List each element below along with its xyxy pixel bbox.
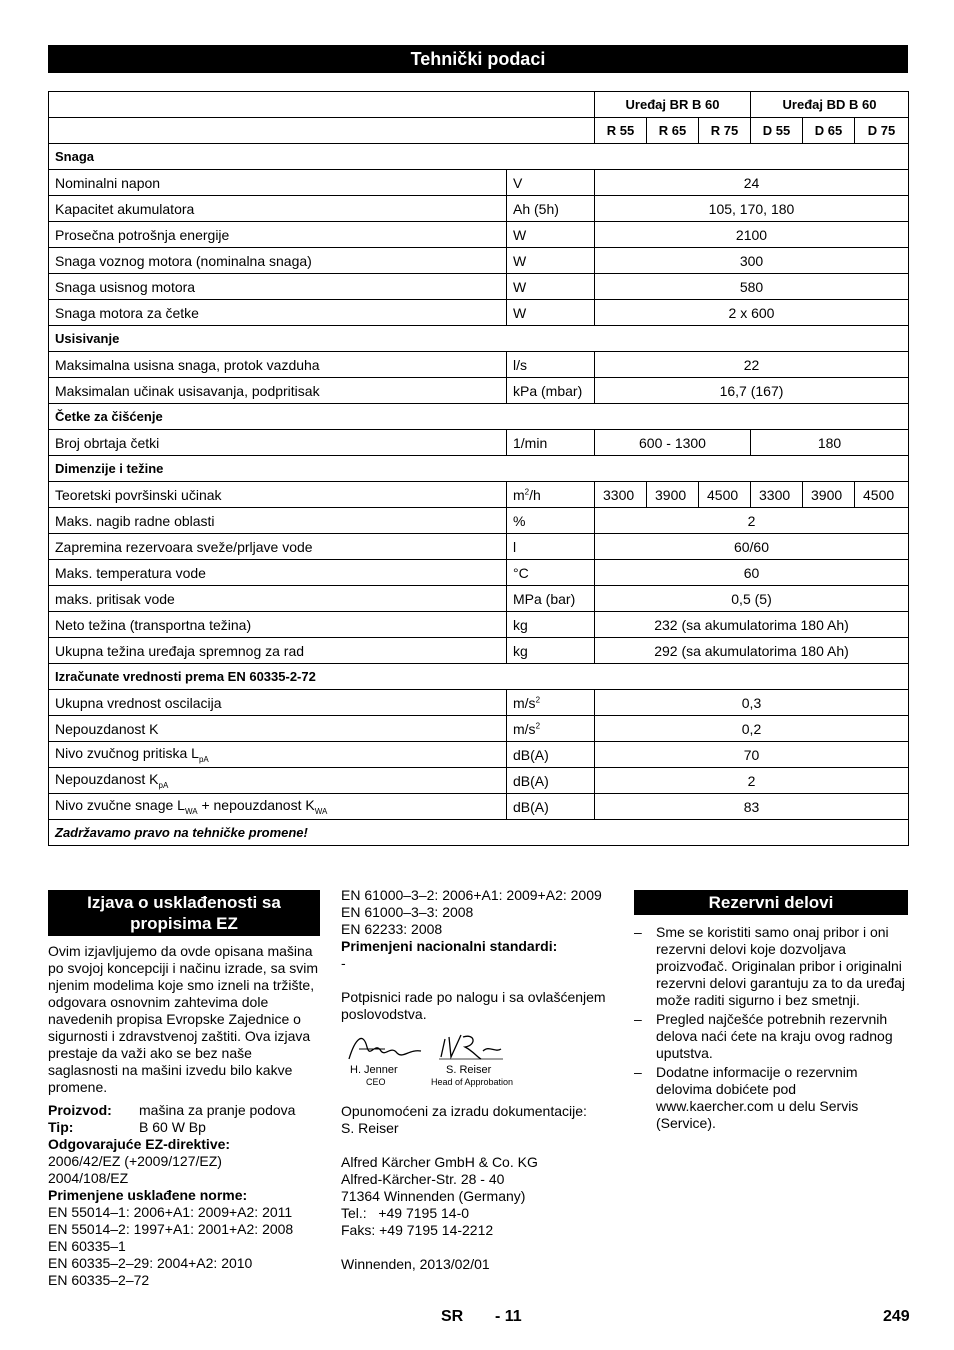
declaration-column-2 bbox=[341, 887, 621, 1273]
row-value: 0,5 (5) bbox=[595, 586, 909, 612]
footer-page-number: 249 bbox=[883, 1308, 910, 1325]
row-unit: dB(A) bbox=[507, 742, 595, 768]
table-row bbox=[49, 300, 909, 326]
list-item-text: Dodatne informacije o rezervnim delovima dobićete pod www.kaercher.com u delu Servis (Service). bbox=[656, 1064, 859, 1131]
footer-language: SR bbox=[441, 1308, 464, 1325]
row-value: 2100 bbox=[595, 222, 909, 248]
row-label bbox=[49, 768, 507, 794]
row-unit: °C bbox=[507, 560, 595, 586]
type-value: B 60 W Bp bbox=[139, 1119, 206, 1135]
row-value: 232 (sa akumulatorima 180 Ah) bbox=[595, 612, 909, 638]
table-note: Zadržavamo pravo na tehničke promene! bbox=[49, 820, 909, 846]
label-sub: pA bbox=[198, 754, 209, 764]
table-row bbox=[49, 560, 909, 586]
row-value: 3900 bbox=[647, 482, 699, 508]
row-label: Maksimalan učinak usisavanja, podpritisak bbox=[49, 378, 507, 404]
label-sub: pA bbox=[158, 780, 169, 790]
row-label: Kapacitet akumulatora bbox=[49, 196, 507, 222]
table-row bbox=[49, 248, 909, 274]
row-value: 580 bbox=[595, 274, 909, 300]
section-heading: Dimenzije i težine bbox=[49, 456, 909, 482]
place-date: Winnenden, 2013/02/01 bbox=[341, 1256, 490, 1272]
section-heading: Usisivanje bbox=[49, 326, 909, 352]
row-value: 2 bbox=[595, 768, 909, 794]
row-label: Maksimalna usisna snaga, protok vazduha bbox=[49, 352, 507, 378]
section-heading: Izračunate vrednosti prema EN 60335-2-72 bbox=[49, 664, 909, 690]
row-value: 60/60 bbox=[595, 534, 909, 560]
norm-item: EN 61000–3–2: 2006+A1: 2009+A2: 2009 bbox=[341, 887, 602, 903]
row-label: Prosečna potrošnja energije bbox=[49, 222, 507, 248]
table-row bbox=[49, 612, 909, 638]
norm-item: EN 61000–3–3: 2008 bbox=[341, 904, 474, 920]
model-header: D 55 bbox=[751, 118, 803, 144]
table-row bbox=[49, 534, 909, 560]
spare-parts-list bbox=[634, 924, 908, 1132]
signature-block-jenner bbox=[350, 1064, 398, 1088]
norm-item: EN 60335–2–72 bbox=[48, 1272, 150, 1288]
row-value: 4500 bbox=[855, 482, 909, 508]
footer-local-page: - 11 bbox=[495, 1308, 522, 1325]
declaration-title: Izjava o usklađenosti sa propisima EZ bbox=[48, 890, 320, 936]
row-label: Snaga voznog motora (nominalna snaga) bbox=[49, 248, 507, 274]
row-label: Ukupna vrednost oscilacija bbox=[49, 690, 507, 716]
list-item bbox=[634, 924, 908, 1009]
row-unit: MPa (bar) bbox=[507, 586, 595, 612]
group-header-br: Uređaj BR B 60 bbox=[595, 92, 751, 118]
row-unit: dB(A) bbox=[507, 768, 595, 794]
row-label: Ukupna težina uređaja spremnog za rad bbox=[49, 638, 507, 664]
table-row bbox=[49, 638, 909, 664]
row-unit: l/s bbox=[507, 352, 595, 378]
table-row bbox=[49, 768, 909, 794]
unit-sup: 2 bbox=[535, 720, 541, 730]
technical-data-table bbox=[48, 91, 909, 846]
row-label: Broj obrtaja četki bbox=[49, 430, 507, 456]
row-label: Snaga usisnog motora bbox=[49, 274, 507, 300]
row-value: 0,2 bbox=[595, 716, 909, 742]
national-standards-label: Primenjeni nacionalni standardi: bbox=[341, 938, 558, 954]
row-label: Neto težina (transportna težina) bbox=[49, 612, 507, 638]
dash-bullet: – bbox=[634, 1064, 642, 1080]
table-row bbox=[49, 586, 909, 612]
authorized-label: Opunomoćeni za izradu dokumentacije: bbox=[341, 1103, 587, 1119]
row-label: Zapremina rezervoara sveže/prljave vode bbox=[49, 534, 507, 560]
row-label: Nepouzdanost K bbox=[49, 716, 507, 742]
signature-block-reiser bbox=[431, 1064, 513, 1088]
signatory-role: Head of Approbation bbox=[431, 1077, 514, 1087]
dash-bullet: – bbox=[634, 1011, 642, 1027]
model-header: R 75 bbox=[699, 118, 751, 144]
table-row bbox=[49, 170, 909, 196]
table-row bbox=[49, 222, 909, 248]
declaration-intro: Ovim izjavljujemo da ovde opisana mašina po svojoj koncepciji i načinu izrade, sa svim njenim modelima koje smo izneli na tržište, odgovara osnovnim zahtevima dole navedenih propisa Evropske Zajednice o sigurnosti i zdravstvenoj zaštiti. Ova izjava prestaje da važi ako se bez naše saglasnosti na mašini izvedu bilo kakve promene. bbox=[48, 943, 319, 1095]
table-row bbox=[49, 482, 909, 508]
label-base: Nivo zvučnog pritiska L bbox=[55, 745, 199, 762]
directives-label: Odgovarajuće EZ-direktive: bbox=[48, 1136, 231, 1152]
row-value: 16,7 (167) bbox=[595, 378, 909, 404]
norms-label: Primenjene usklađene norme: bbox=[48, 1187, 248, 1203]
label-base: Nivo zvučne snage L bbox=[55, 797, 185, 814]
row-unit: kPa (mbar) bbox=[507, 378, 595, 404]
unit-tail: /h bbox=[529, 486, 541, 503]
row-unit: kg bbox=[507, 638, 595, 664]
signatory-name: H. Jenner bbox=[350, 1064, 398, 1076]
row-value: 180 bbox=[751, 430, 909, 456]
model-header: D 75 bbox=[855, 118, 909, 144]
dash-bullet: – bbox=[634, 924, 642, 940]
section-heading: Četke za čišćenje bbox=[49, 404, 909, 430]
signatory-name: S. Reiser bbox=[446, 1064, 492, 1076]
row-value: 24 bbox=[595, 170, 909, 196]
norm-item: EN 62233: 2008 bbox=[341, 921, 443, 937]
company-line: 71364 Winnenden (Germany) bbox=[341, 1188, 526, 1204]
model-header: R 55 bbox=[595, 118, 647, 144]
product-value: mašina za pranje podova bbox=[139, 1102, 296, 1118]
company-line: Tel.: +49 7195 14-0 bbox=[341, 1205, 470, 1221]
row-value: 3900 bbox=[803, 482, 855, 508]
table-row bbox=[49, 196, 909, 222]
list-item bbox=[634, 1064, 908, 1132]
row-unit: W bbox=[507, 274, 595, 300]
row-unit: l bbox=[507, 534, 595, 560]
unit-base: m/s bbox=[513, 720, 536, 737]
row-unit: % bbox=[507, 508, 595, 534]
table-row bbox=[49, 352, 909, 378]
row-unit: Ah (5h) bbox=[507, 196, 595, 222]
company-line: Faks: +49 7195 14-2212 bbox=[341, 1222, 494, 1238]
group-header-bd: Uređaj BD B 60 bbox=[751, 92, 909, 118]
row-unit: dB(A) bbox=[507, 794, 595, 820]
table-row bbox=[49, 794, 909, 820]
row-label bbox=[49, 794, 507, 820]
header-blank bbox=[49, 92, 595, 118]
row-unit: 1/min bbox=[507, 430, 595, 456]
label-base: Nepouzdanost K bbox=[55, 771, 159, 788]
type-row bbox=[48, 1119, 320, 1136]
table-row bbox=[49, 716, 909, 742]
spare-parts-column bbox=[634, 890, 908, 1134]
national-standards-value: - bbox=[341, 955, 346, 971]
section-heading: Snaga bbox=[49, 144, 909, 170]
row-unit: W bbox=[507, 300, 595, 326]
row-value: 2 x 600 bbox=[595, 300, 909, 326]
norm-item: EN 60335–1 bbox=[48, 1238, 126, 1254]
list-item-text: Pregled najčešće potrebnih rezervnih delova naći ćete na kraju ovog radnog uputstva. bbox=[656, 1011, 893, 1061]
signature-jenner-icon bbox=[345, 1029, 425, 1065]
row-value: 4500 bbox=[699, 482, 751, 508]
product-row bbox=[48, 1102, 320, 1119]
row-value: 60 bbox=[595, 560, 909, 586]
signatures bbox=[341, 1029, 621, 1091]
row-label bbox=[49, 742, 507, 768]
table-row bbox=[49, 690, 909, 716]
row-value: 3300 bbox=[751, 482, 803, 508]
row-unit bbox=[507, 690, 595, 716]
product-label: Proizvod: bbox=[48, 1102, 112, 1118]
row-label: Maks. temperatura vode bbox=[49, 560, 507, 586]
norm-item: EN 55014–1: 2006+A1: 2009+A2: 2011 bbox=[48, 1204, 293, 1220]
row-value: 300 bbox=[595, 248, 909, 274]
row-unit: W bbox=[507, 222, 595, 248]
unit-sup: 2 bbox=[524, 486, 530, 496]
label-base: + nepouzdanost K bbox=[197, 797, 315, 814]
row-value: 70 bbox=[595, 742, 909, 768]
row-value: 3300 bbox=[595, 482, 647, 508]
list-item-text: Sme se koristiti samo onaj pribor i oni rezervni delovi koje dozvoljava proizvođač. Originalan pribor i originalni rezervni delovi garantuju za to da uređaj može raditi sigurno i bez smetnji. bbox=[656, 924, 906, 1008]
row-value: 105, 170, 180 bbox=[595, 196, 909, 222]
header-blank bbox=[49, 118, 595, 144]
spare-parts-title: Rezervni delovi bbox=[634, 890, 908, 915]
signatories-text: Potpisnici rade po nalogu i sa ovlašćenjem poslovodstva. bbox=[341, 989, 606, 1022]
company-line: Alfred Kärcher GmbH & Co. KG bbox=[341, 1154, 538, 1170]
signature-reiser-icon bbox=[437, 1029, 507, 1065]
row-unit: W bbox=[507, 248, 595, 274]
row-label: Teoretski površinski učinak bbox=[49, 482, 507, 508]
directive-item: 2004/108/EZ bbox=[48, 1170, 129, 1186]
row-value: 0,3 bbox=[595, 690, 909, 716]
row-label: Maks. nagib radne oblasti bbox=[49, 508, 507, 534]
page-title: Tehnički podaci bbox=[48, 45, 908, 73]
row-label: Snaga motora za četke bbox=[49, 300, 507, 326]
row-unit bbox=[507, 482, 595, 508]
unit-sup: 2 bbox=[535, 694, 541, 704]
row-unit: kg bbox=[507, 612, 595, 638]
unit-base: m bbox=[513, 486, 525, 503]
unit-base: m/s bbox=[513, 694, 536, 711]
row-label: maks. pritisak vode bbox=[49, 586, 507, 612]
row-unit: V bbox=[507, 170, 595, 196]
model-header: R 65 bbox=[647, 118, 699, 144]
table-row bbox=[49, 742, 909, 768]
norm-item: EN 60335–2–29: 2004+A2: 2010 bbox=[48, 1255, 253, 1271]
list-item bbox=[634, 1011, 908, 1062]
label-sub: WA bbox=[314, 806, 328, 816]
row-value: 292 (sa akumulatorima 180 Ah) bbox=[595, 638, 909, 664]
row-value: 2 bbox=[595, 508, 909, 534]
table-row bbox=[49, 378, 909, 404]
directive-item: 2006/42/EZ (+2009/127/EZ) bbox=[48, 1153, 222, 1169]
type-label: Tip: bbox=[48, 1119, 74, 1135]
table-row bbox=[49, 430, 909, 456]
row-label: Nominalni napon bbox=[49, 170, 507, 196]
row-value: 600 - 1300 bbox=[595, 430, 751, 456]
company-line: Alfred-Kärcher-Str. 28 - 40 bbox=[341, 1171, 505, 1187]
declaration-column bbox=[48, 890, 320, 1289]
table-row bbox=[49, 274, 909, 300]
norm-item: EN 55014–2: 1997+A1: 2001+A2: 2008 bbox=[48, 1221, 294, 1237]
model-header: D 65 bbox=[803, 118, 855, 144]
signatory-role: CEO bbox=[366, 1077, 386, 1087]
row-value: 83 bbox=[595, 794, 909, 820]
table-row bbox=[49, 508, 909, 534]
row-value: 22 bbox=[595, 352, 909, 378]
row-unit bbox=[507, 716, 595, 742]
label-sub: WA bbox=[184, 806, 198, 816]
authorized-name: S. Reiser bbox=[341, 1120, 399, 1136]
